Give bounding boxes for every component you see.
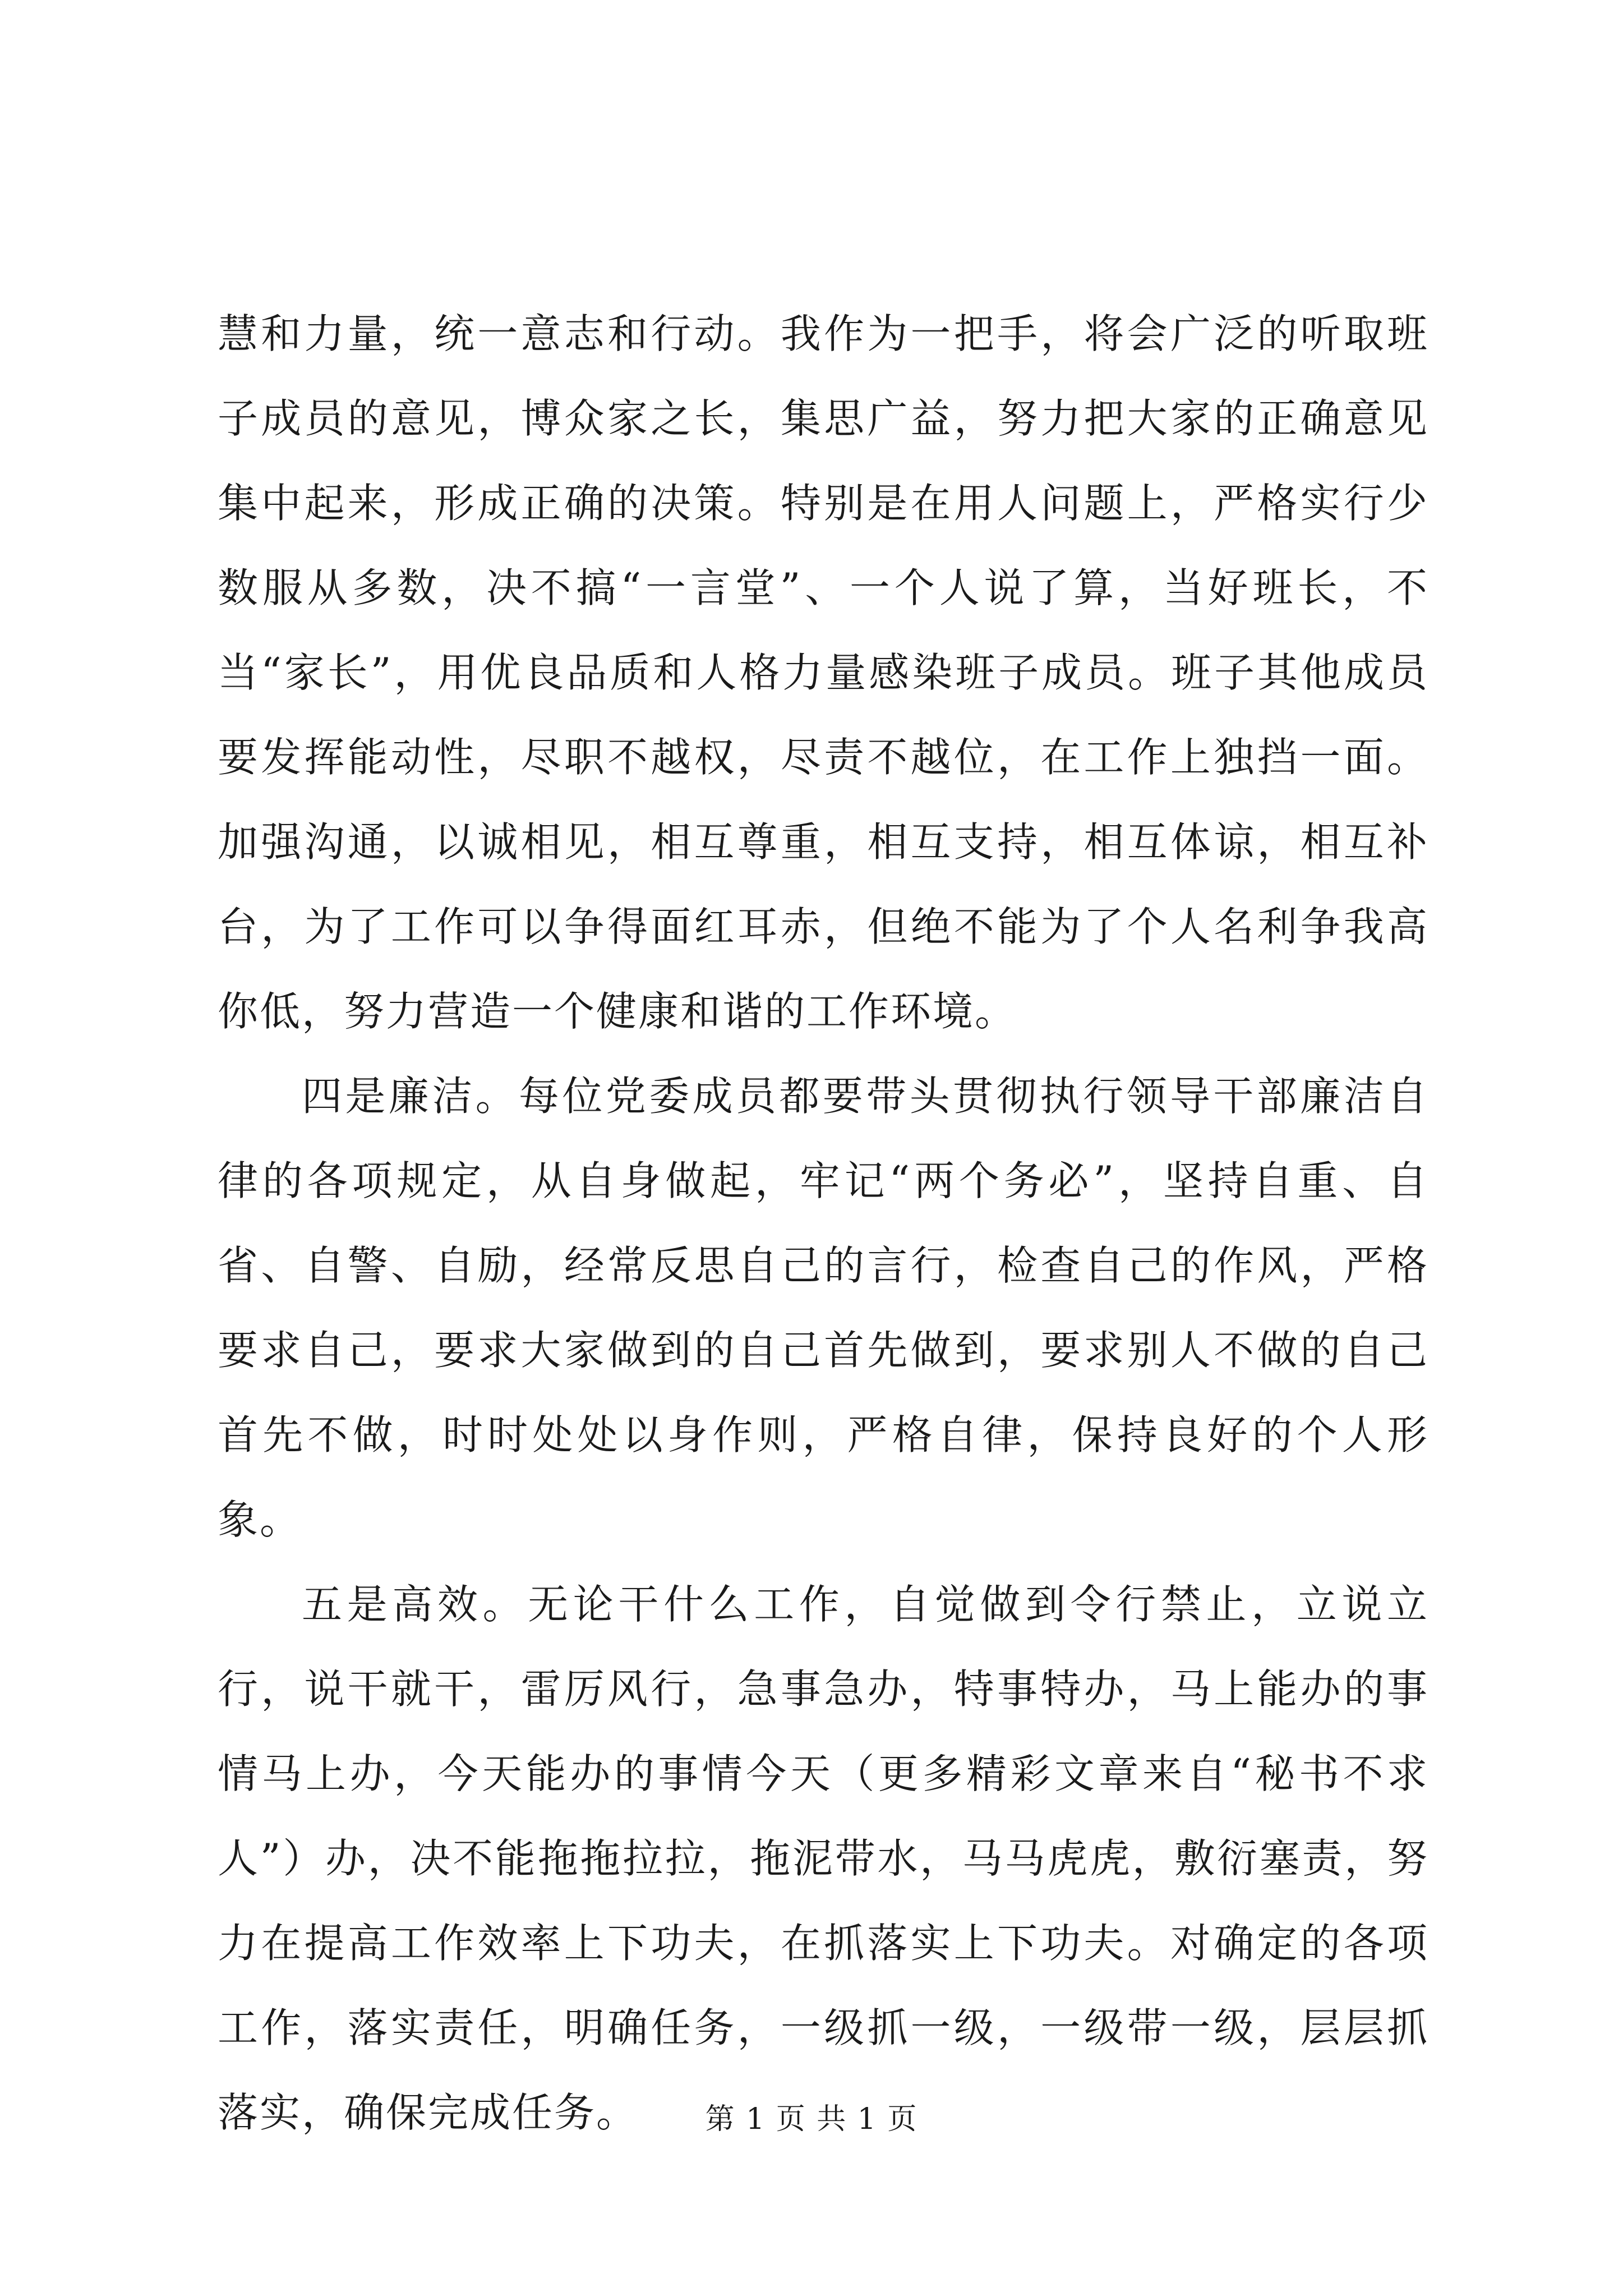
document-body bbox=[218, 292, 1429, 2155]
paragraph-efficiency: 五是高效。无论干什么工作，自觉做到令行禁止，立说立行，说干就干，雷厉风行，急事急办，特事特办，马上能办的事情马上办，今天能办的事情今天（更多精彩文章来自“秘书不求人”）办，决不能拖拖拉拉，拖泥带水，马马虎虎，敷衍塞责，努力在提高工作效率上下功夫，在抓落实上下功夫。对确定的各项工作，落实责任，明确任务，一级抓一级，一级带一级，层层抓落实，确保完成任务。 bbox=[218, 1581, 1429, 2136]
paragraph-continuation: 慧和力量，统一意志和行动。我作为一把手，将会广泛的听取班子成员的意见，博众家之长，集思广益，努力把大家的正确意见集中起来，形成正确的决策。特别是在用人问题上，严格实行少数服从多数，决不搞“一言堂”、一个人说了算，当好班长，不当“家长”，用优良品质和人格力量感染班子成员。班子其他成员要发挥能动性，尽职不越权，尽责不越位，在工作上独挡一面。加强沟通，以诚相见，相互尊重，相互支持，相互体谅，相互补台，为了工作可以争得面红耳赤，但绝不能为了个人名利争我高你低，努力营造一个健康和谐的工作环境。 bbox=[218, 310, 1429, 1035]
page-footer: 第 1 页 共 1 页 bbox=[705, 2102, 918, 2136]
paragraph-integrity: 四是廉洁。每位党委成员都要带头贯彻执行领导干部廉洁自律的各项规定，从自身做起，牢记“两个务必”，坚持自重、自省、自警、自励，经常反思自己的言行，检查自己的作风，严格要求自己，要求大家做到的自己首先做到，要求别人不做的自己首先不做，时时处处以身作则，严格自律，保持良好的个人形象。 bbox=[218, 1073, 1429, 1543]
